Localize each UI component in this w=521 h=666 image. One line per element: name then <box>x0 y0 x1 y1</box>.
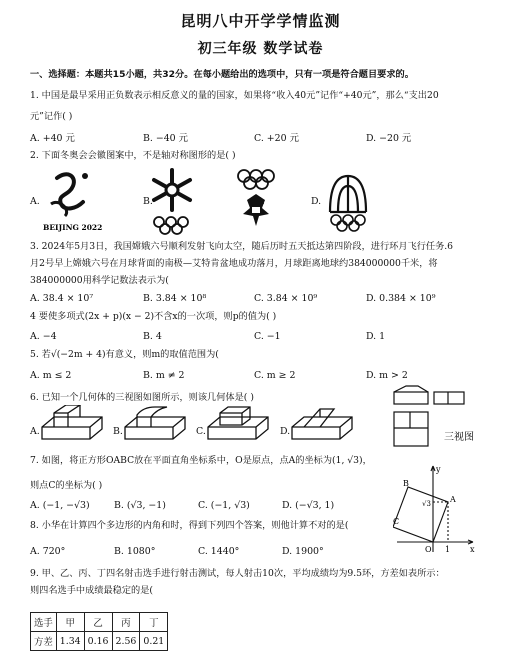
q6-label-c: C. <box>196 426 206 437</box>
table-cell: 1.34 <box>56 632 84 651</box>
q1-option-c: C. +20 元 <box>254 133 299 144</box>
tick-one-label: 1 <box>445 545 451 554</box>
q7-option-a: A. (−1, −√3) <box>30 500 90 511</box>
q1-stem-line1: 1. 中国是最早采用正负数表示相反意义的量的国家，如果将“收入40元”记作“+40元”，那么“支出20 <box>30 90 439 101</box>
table-cell: 丁 <box>140 613 168 632</box>
q8-option-a: A. 720° <box>30 546 66 557</box>
three-view-drawing <box>392 384 514 466</box>
q8-option-d: D. 1900° <box>282 546 324 557</box>
point-o-label: O <box>425 545 432 554</box>
q5-option-a: A. m ≤ 2 <box>30 370 72 381</box>
table-row <box>31 632 168 651</box>
q8-option-c: C. 1440° <box>198 546 240 557</box>
table-cell: 丙 <box>112 613 140 632</box>
table-cell: 2.56 <box>112 632 140 651</box>
table-cell: 0.16 <box>84 632 112 651</box>
section-heading: 一、选择题：本题共15小题，共32分。在每小题给出的选项中，只有一项是符合题目要求的。 <box>30 69 414 80</box>
point-a-label: A <box>450 495 456 504</box>
q2-label-b: B. <box>143 196 153 207</box>
q7-stem-line1: 7. 如图，将正方形OABC放在平面直角坐标系中，O是原点，点A的坐标为(1, √3)， <box>30 455 372 466</box>
q3-option-b: B. 3.84 × 10⁸ <box>143 293 207 304</box>
solid-c <box>206 405 274 445</box>
school-title: 昆明八中开学学情监测 <box>180 12 341 30</box>
q3-stem-line2: 月2号早上嫦娥六号在月球背面的南极—艾特肯盆地成功落月，月球距离地球约384000000千米，将 <box>30 258 438 269</box>
point-b-label: B <box>403 479 409 488</box>
axis-y-label: y <box>436 465 441 474</box>
snowflake-logo <box>147 166 197 238</box>
q3-option-a: A. 38.4 × 10⁷ <box>30 293 94 304</box>
q5-stem: 5. 若√(−2m + 4)有意义，则m的取值范围为( <box>30 349 219 360</box>
q1-option-d: D. −20 元 <box>366 133 412 144</box>
sarajevo-logo <box>235 166 277 238</box>
three-view-caption: 三视图 <box>444 432 474 443</box>
q3-stem-line1: 3. 2024年5月3日，我国嫦娥六号顺利发射飞向太空，随后历时五天抵达第四阶段，进行环月飞行任务.6 <box>30 241 454 252</box>
q3-option-c: C. 3.84 × 10⁹ <box>254 293 318 304</box>
axis-x-label: x <box>470 545 475 554</box>
table-cell: 选手 <box>31 613 57 632</box>
q9-stem-line1: 9. 甲、乙、丙、丁四名射击选手进行射击测试，每人射击10次，平均成绩均为9.5环，方差如表所示： <box>30 568 445 579</box>
q4-option-c: C. −1 <box>254 331 281 342</box>
q5-option-c: C. m ≥ 2 <box>254 370 296 381</box>
solid-d <box>290 405 358 445</box>
table-cell: 甲 <box>56 613 84 632</box>
q8-option-b: B. 1080° <box>114 546 156 557</box>
table-cell: 0.21 <box>140 632 168 651</box>
q3-option-d: D. 0.384 × 10⁹ <box>366 293 436 304</box>
q9-stem-line2: 则四名选手中成绩最稳定的是( <box>30 585 154 596</box>
q7-option-c: C. (−1, √3) <box>198 500 250 511</box>
q4-stem: 4 要使多项式(2x + p)(x − 2)不含x的一次项，则p的值为( ) <box>30 311 277 322</box>
q2-label-a: A. <box>30 196 40 207</box>
q4-option-d: D. 1 <box>366 331 386 342</box>
q7-option-d: D. (−√3, 1) <box>282 500 335 511</box>
q8-stem: 8. 小华在计算四个多边形的内角和时，得到下列四个答案，则他计算不对的是( <box>30 520 349 531</box>
variance-table <box>30 612 168 651</box>
q5-option-d: D. m > 2 <box>366 370 408 381</box>
q7-stem-line2: 则点C的坐标为( ) <box>30 480 103 491</box>
solid-b <box>123 405 191 445</box>
table-cell: 方差 <box>31 632 57 651</box>
beijing-2022-logo <box>43 166 111 236</box>
table-row <box>31 613 168 632</box>
solid-a <box>40 405 108 445</box>
q1-option-a: A. +40 元 <box>30 133 75 144</box>
q3-stem-line3: 384000000用科学记数法表示为( <box>30 275 169 286</box>
q4-option-a: A. −4 <box>30 331 57 342</box>
q5-option-b: B. m ≠ 2 <box>143 370 185 381</box>
q1-stem-line2: 元”记作( ) <box>30 111 73 122</box>
q6-label-a: A. <box>30 426 40 437</box>
montreal-logo <box>322 168 374 236</box>
exam-title: 初三年级 数学试卷 <box>197 41 324 57</box>
tick-sqrt3-label: √3 <box>422 500 431 508</box>
q6-label-d: D. <box>280 426 291 437</box>
q6-label-b: B. <box>113 426 123 437</box>
q2-label-d: D. <box>311 196 322 207</box>
logo-a-text: BEIJING 2022 <box>43 223 103 232</box>
q2-stem: 2. 下面冬奥会会徽图案中，不是轴对称图形的是( ) <box>30 150 236 161</box>
point-c-label: C <box>393 517 400 526</box>
q1-option-b: B. −40 元 <box>143 133 188 144</box>
table-cell: 乙 <box>84 613 112 632</box>
coordinate-figure <box>393 462 479 556</box>
q4-option-b: B. 4 <box>143 331 162 342</box>
q7-option-b: B. (√3, −1) <box>114 500 166 511</box>
q6-stem: 6. 已知一个几何体的三视图如图所示，则该几何体是( ) <box>30 392 254 403</box>
